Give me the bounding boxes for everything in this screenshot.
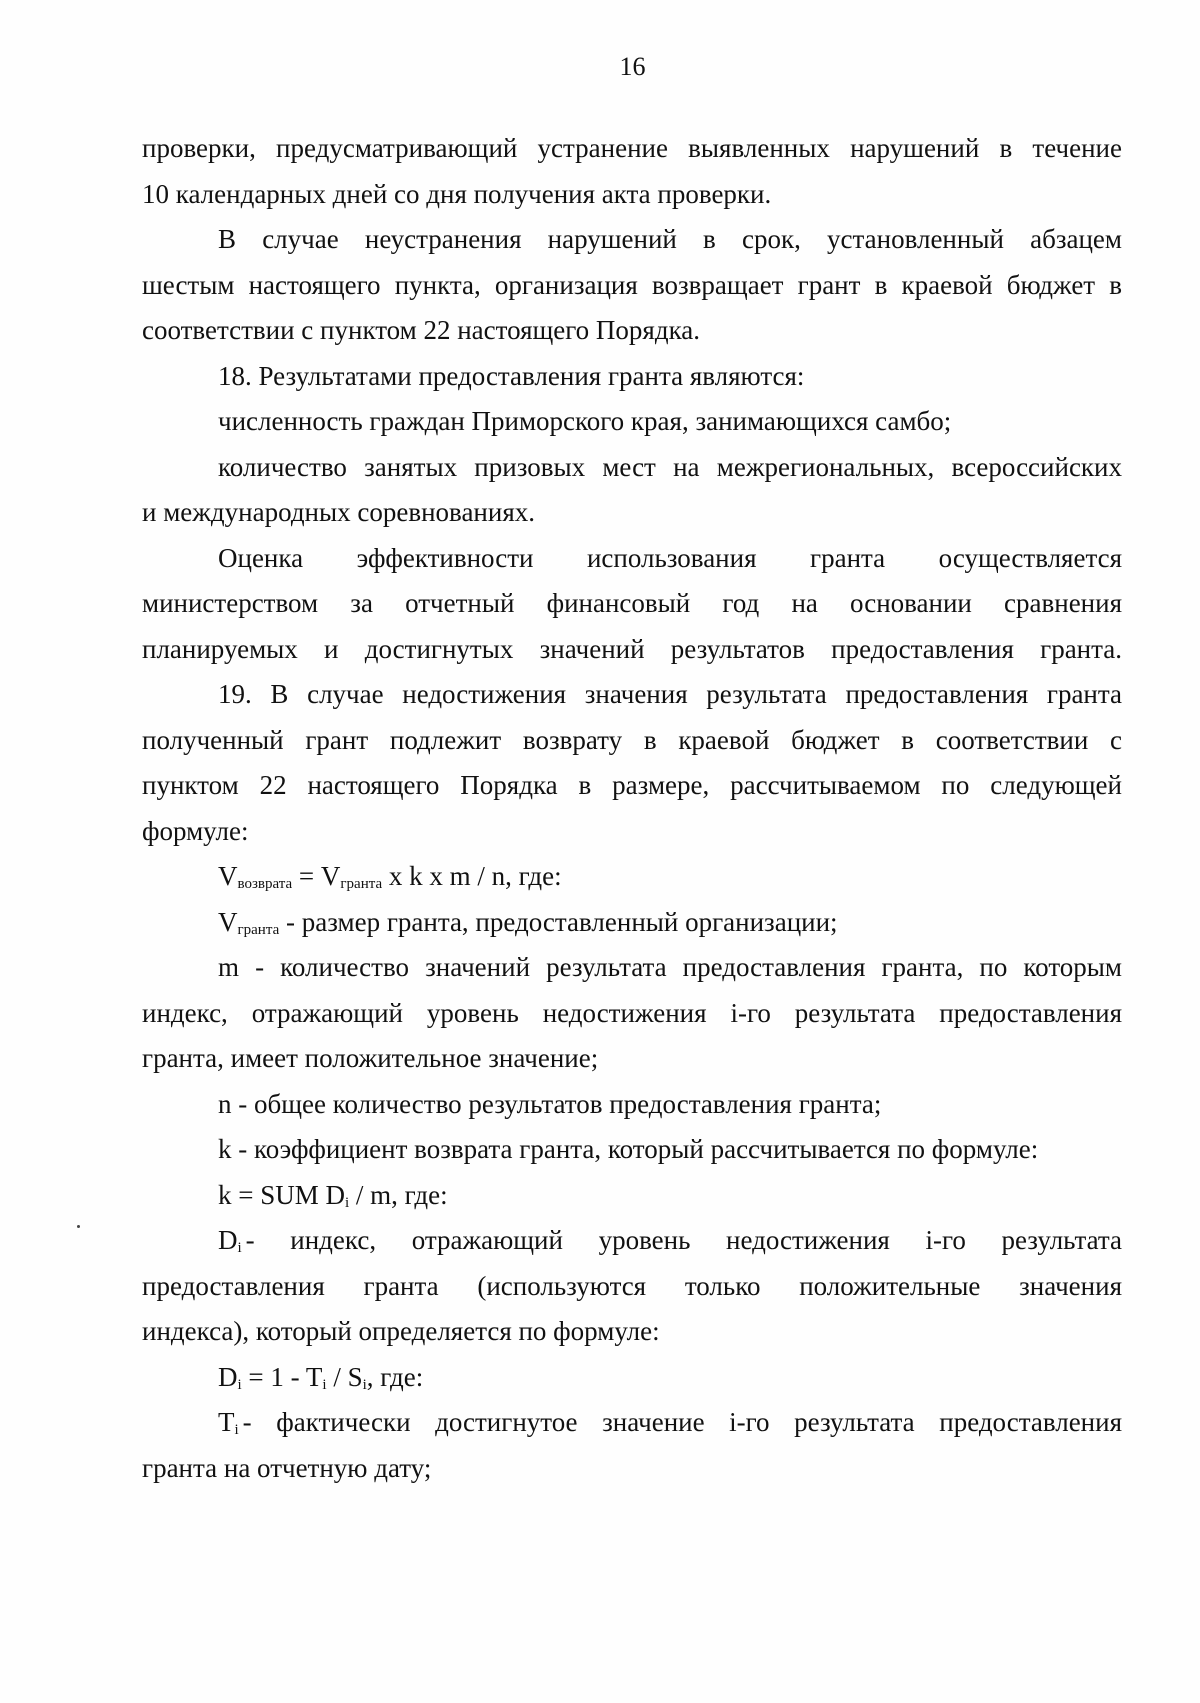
formula-subscript: i — [234, 1422, 239, 1438]
text-line: проверки, предусматривающий устранение выявленных нарушений в течение — [142, 133, 1122, 163]
result-item: численность граждан Приморского края, занимающихся самбо; — [218, 406, 952, 436]
definition-n: n - общее количество результатов предоставления гранта; — [218, 1089, 882, 1119]
text-line: шестым настоящего пункта, организация возвращает грант в краевой бюджет в — [142, 270, 1122, 300]
definition-v-grant — [218, 905, 838, 939]
result-item: количество занятых призовых мест на межрегиональных, всероссийских — [218, 452, 1122, 482]
text-line: В случае неустранения нарушений в срок, установленный абзацем — [218, 224, 1122, 254]
text-line: гранта, имеет положительное значение; — [142, 1043, 599, 1073]
text-line: 10 календарных дней со дня получения акта проверки. — [142, 179, 772, 209]
definition-text: - индекс, отражающий уровень недостижения i-го результата — [245, 1225, 1122, 1255]
formula-k — [218, 1178, 448, 1212]
text-line: индекс, отражающий уровень недостижения i-го результата предоставления — [142, 998, 1122, 1028]
definition-di — [218, 1223, 1122, 1257]
scan-speck — [77, 1225, 80, 1228]
formula-part: / m, где: — [349, 1180, 448, 1210]
definition-ti-row — [218, 1405, 1122, 1439]
formula-symbol: V — [218, 907, 238, 937]
page-number: 16 — [619, 52, 646, 81]
text-line: полученный грант подлежит возврату в краевой бюджет в соответствии с — [142, 725, 1122, 755]
formula-subscript: i — [345, 1195, 350, 1211]
definition-ti — [218, 1405, 1122, 1439]
definition-text: - фактически достигнутое значение i-го результата предоставления — [242, 1407, 1122, 1437]
formula-di — [218, 1360, 423, 1394]
text-line: предоставления гранта (используются только положительные значения — [142, 1271, 1122, 1301]
definition-di-row — [218, 1223, 1122, 1257]
section-19-text: 19. В случае недостижения значения результата предоставления гранта — [218, 679, 1122, 709]
formula-subscript: i — [362, 1377, 367, 1393]
text-line: соответствии с пунктом 22 настоящего Порядка. — [142, 315, 701, 345]
text-line: планируемых и достигнутых значений результатов предоставления гранта. — [142, 634, 1122, 664]
definition-m: m - количество значений результата предоставления гранта, по которым — [218, 952, 1122, 982]
formula-part: , где: — [366, 1362, 424, 1392]
formula-part: / S — [326, 1362, 363, 1392]
formula-symbol: V — [218, 861, 238, 891]
text-line: Оценка эффективности использования гранта осуществляется — [218, 543, 1122, 573]
formula-symbol: D — [218, 1362, 238, 1392]
formula-v-return — [218, 859, 562, 893]
formula-part: = 1 - T — [241, 1362, 323, 1392]
formula-part: x k x m / n, где: — [382, 861, 562, 891]
formula-part: = — [292, 861, 321, 891]
formula-symbol: V — [320, 861, 341, 891]
formula-symbol: T — [218, 1407, 235, 1437]
formula-subscript: i — [322, 1377, 327, 1393]
formula-part: k = SUM D — [218, 1180, 345, 1210]
text-line: и международных соревнованиях. — [142, 497, 536, 527]
formula-subscript: i — [237, 1377, 242, 1393]
formula-subscript: гранта — [340, 876, 383, 892]
definition-k: k - коэффициент возврата гранта, который рассчитывается по формуле: — [218, 1134, 1039, 1164]
formula-subscript: i — [237, 1240, 242, 1256]
text-line: министерством за отчетный финансовый год на основании сравнения — [142, 588, 1122, 618]
text-line: гранта на отчетную дату; — [142, 1453, 432, 1483]
formula-subscript: гранта — [237, 922, 280, 938]
formula-subscript: возврата — [237, 876, 293, 892]
text-line: пунктом 22 настоящего Порядка в размере, рассчитываемом по следующей — [142, 770, 1122, 800]
text-line: формуле: — [142, 816, 249, 846]
formula-symbol: D — [218, 1225, 238, 1255]
section-18-heading: 18. Результатами предоставления гранта являются: — [218, 361, 805, 391]
definition-text: - размер гранта, предоставленный организации; — [279, 907, 838, 937]
text-line: индекса), который определяется по формуле: — [142, 1316, 660, 1346]
